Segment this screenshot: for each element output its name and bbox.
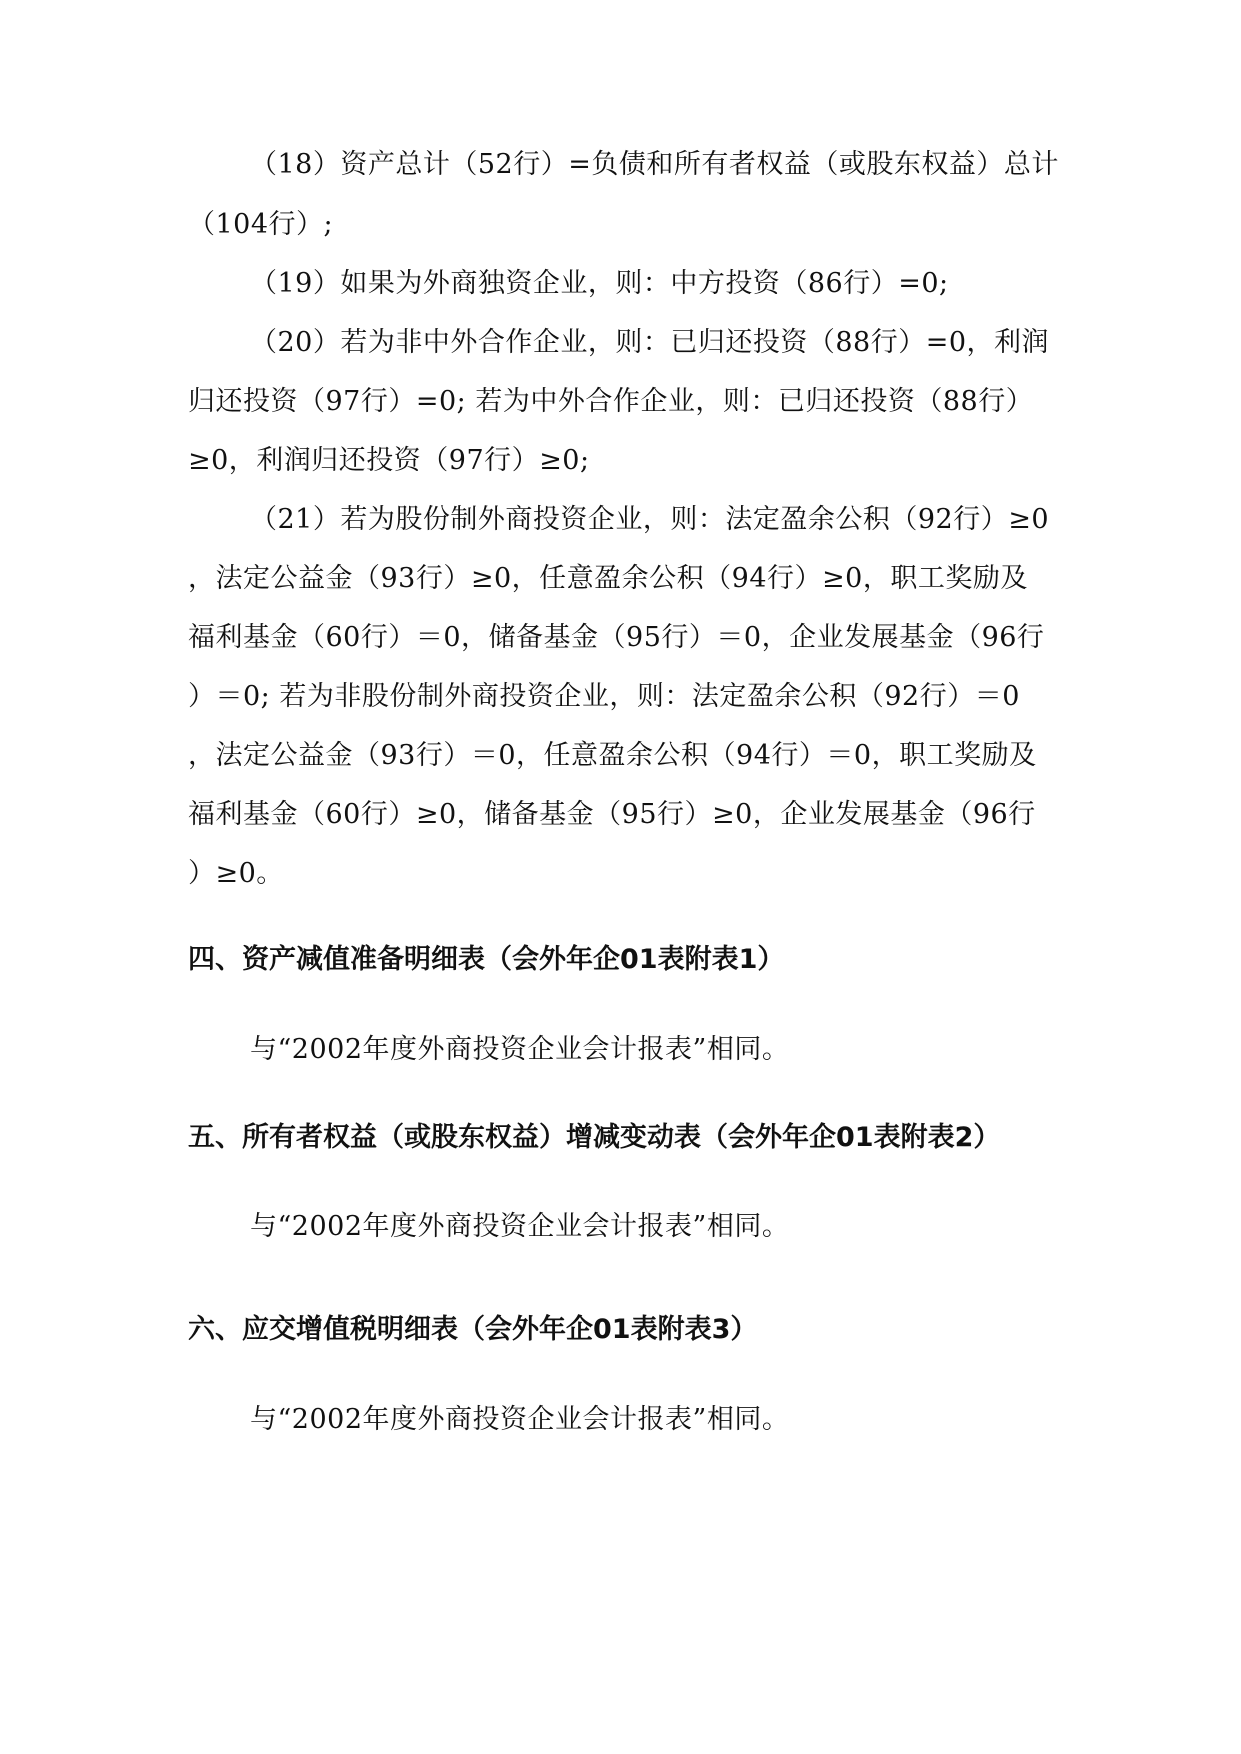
item-18-line-1: （18）资产总计（52行）=负债和所有者权益（或股东权益）总计 <box>250 149 1059 180</box>
section-body-5: 与“2002年度外商投资企业会计报表”相同。 <box>250 1211 790 1242</box>
section-body-4: 与“2002年度外商投资企业会计报表”相同。 <box>250 1034 790 1065</box>
section-heading-6: 六、应交增值税明细表（会外年企01表附表3） <box>188 1314 758 1345</box>
item-21-line-2: ，法定公益金（93行）≥0，任意盈余公积（94行）≥0，职工奖励及 <box>188 563 1028 594</box>
item-21-line-5: ，法定公益金（93行）＝0，任意盈余公积（94行）＝0，职工奖励及 <box>188 740 1037 771</box>
item-21-line-7: ）≥0。 <box>188 858 284 889</box>
section-heading-4: 四、资产减值准备明细表（会外年企01表附表1） <box>188 944 785 975</box>
item-21-line-3: 福利基金（60行）＝0，储备基金（95行）＝0，企业发展基金（96行 <box>188 622 1045 653</box>
item-20-line-1: （20）若为非中外合作企业，则：已归还投资（88行）=0，利润 <box>250 327 1050 358</box>
section-body-6: 与“2002年度外商投资企业会计报表”相同。 <box>250 1404 790 1435</box>
item-21-line-6: 福利基金（60行）≥0，储备基金（95行）≥0，企业发展基金（96行 <box>188 799 1036 830</box>
item-18-line-2: （104行）; <box>188 209 334 240</box>
item-21-line-4: ）＝0; 若为非股份制外商投资企业，则：法定盈余公积（92行）＝0 <box>188 681 1020 712</box>
item-21-line-1: （21）若为股份制外商投资企业，则：法定盈余公积（92行）≥0 <box>250 504 1050 535</box>
item-20-line-2: 归还投资（97行）=0; 若为中外合作企业，则：已归还投资（88行） <box>188 386 1034 417</box>
section-heading-5: 五、所有者权益（或股东权益）增减变动表（会外年企01表附表2） <box>188 1122 1001 1153</box>
item-19-line-1: （19）如果为外商独资企业，则：中方投资（86行）=0; <box>250 268 949 299</box>
item-20-line-3: ≥0，利润归还投资（97行）≥0; <box>188 445 590 476</box>
